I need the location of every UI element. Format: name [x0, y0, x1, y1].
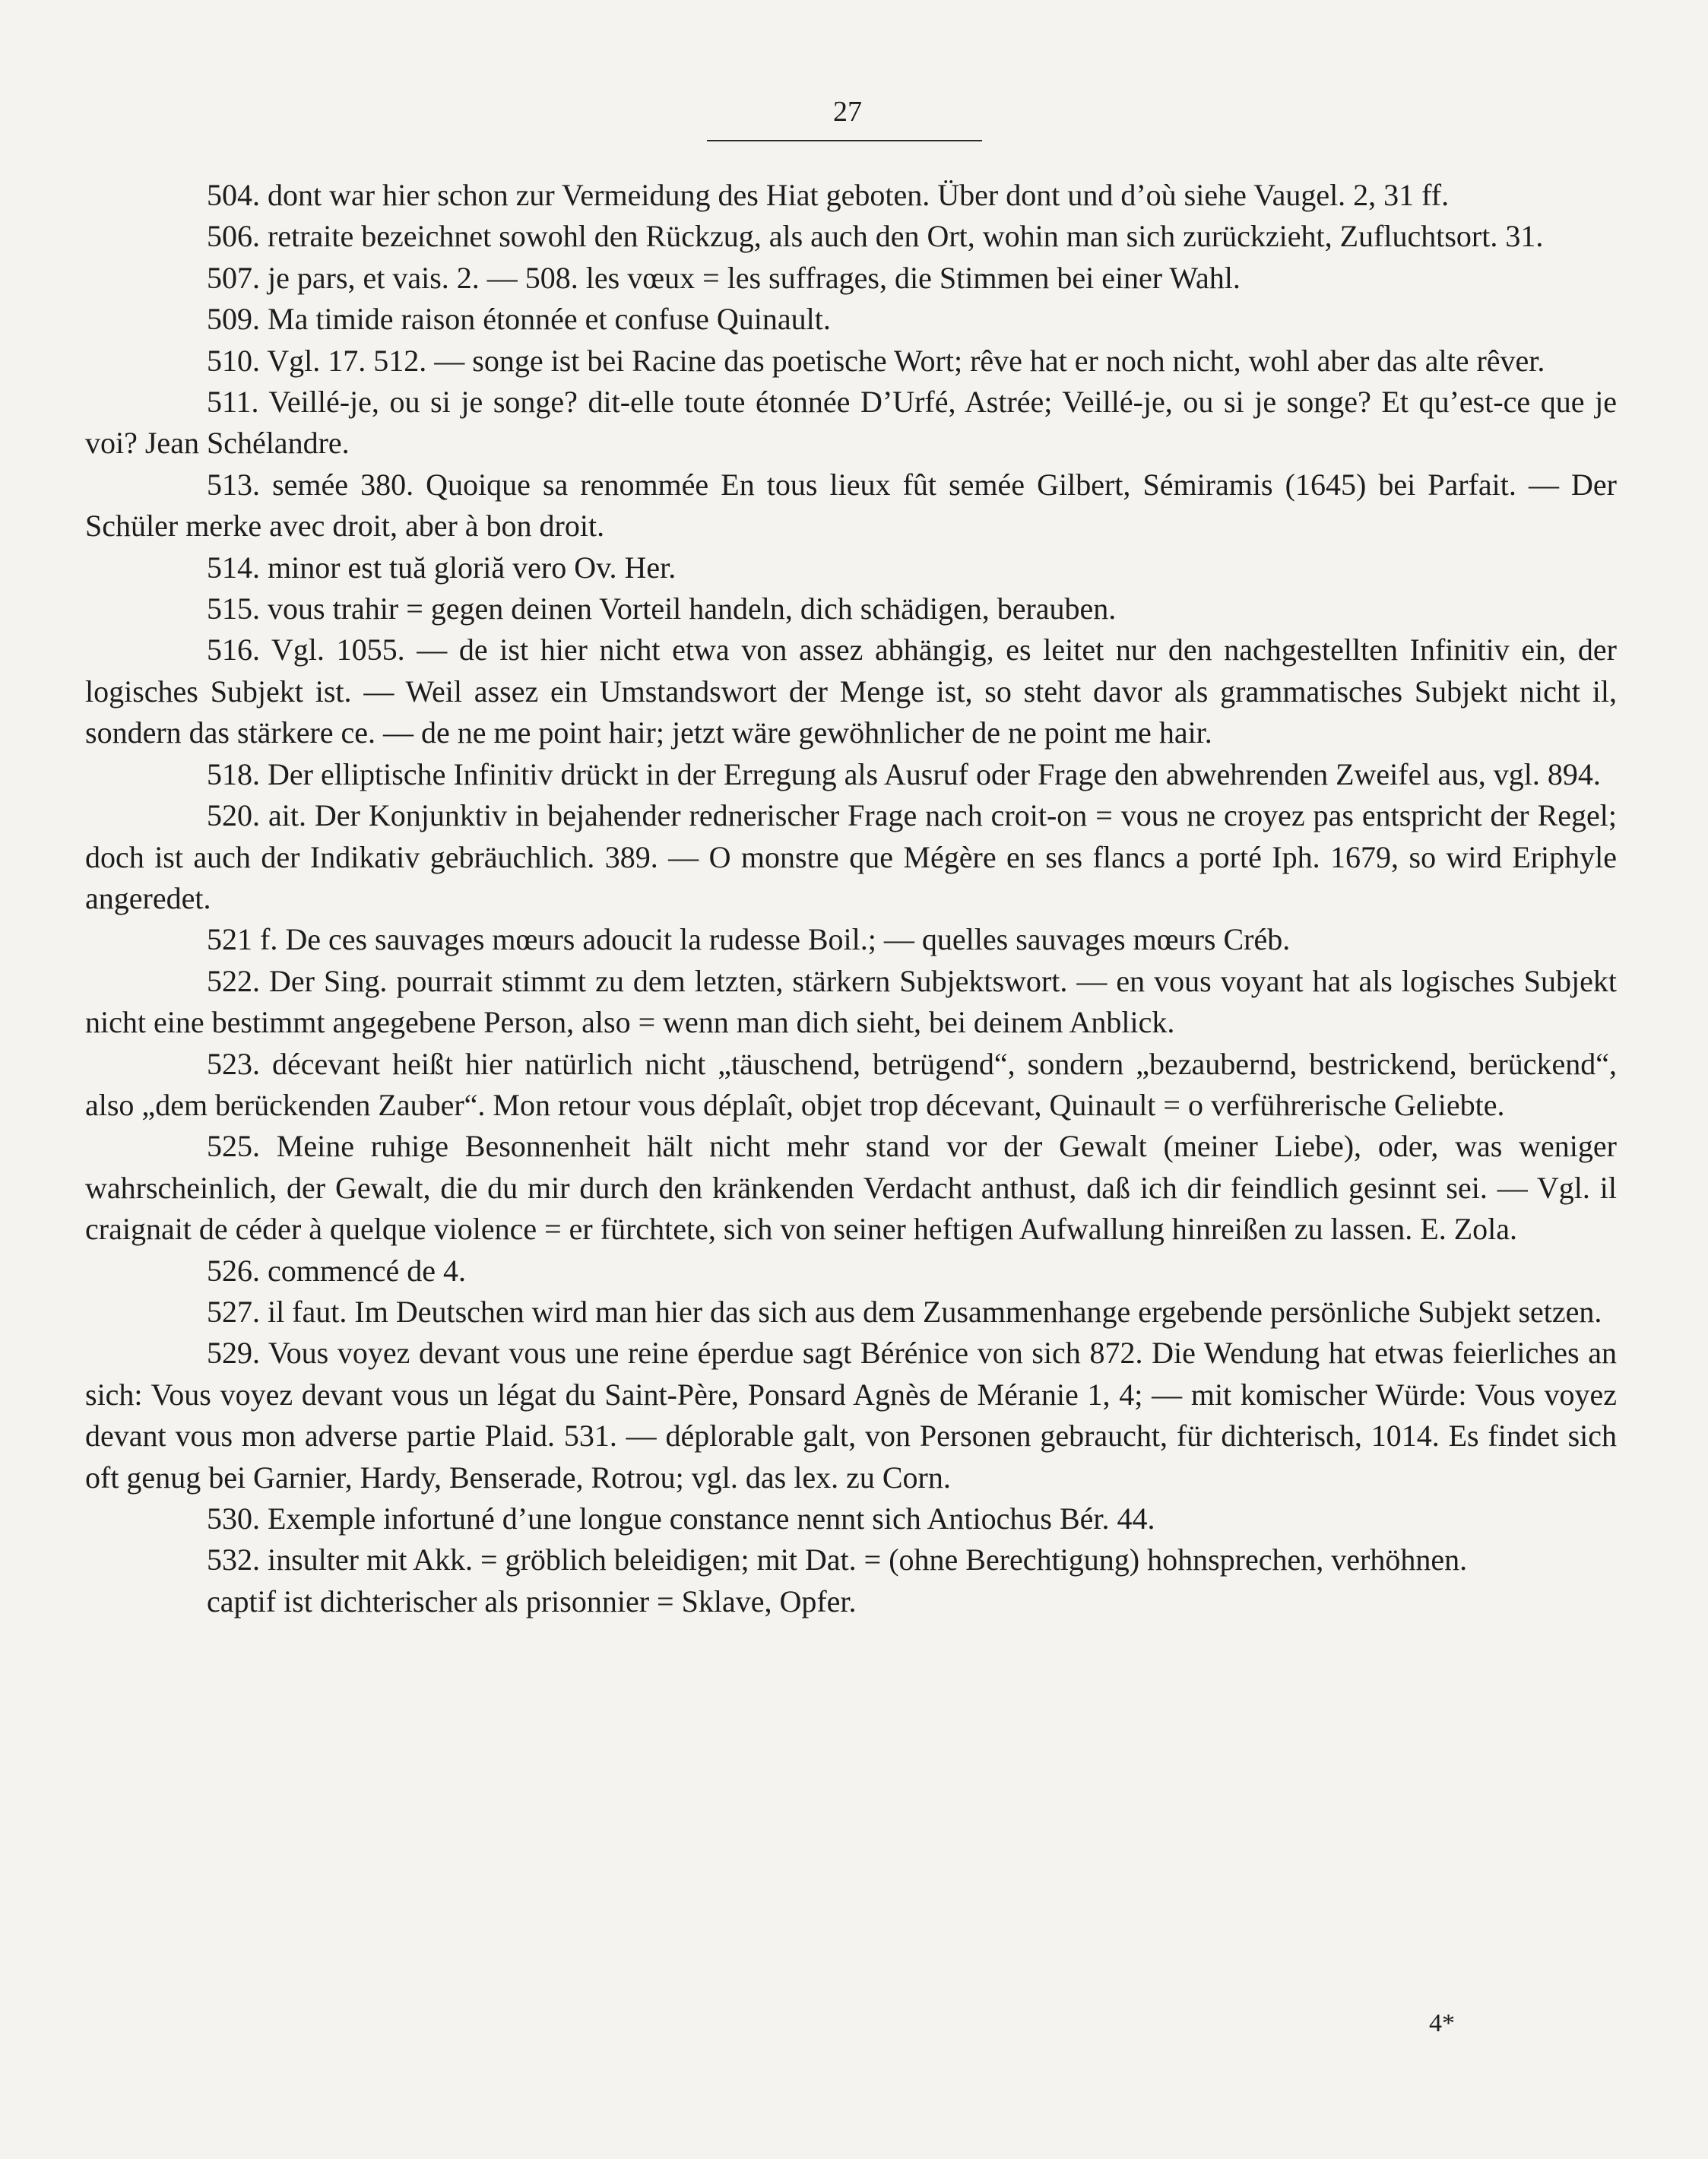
note-530: 530. Exemple infortuné d’une longue constance nennt sich Antiochus Bér. 44.: [207, 1501, 1155, 1536]
note-509: 509. Ma timide raison étonnée et confuse Quinault.: [207, 302, 831, 337]
note-507: 507. je pars, et vais. 2. — 508. les vœux = les suffrages, die Stimmen bei einer Wahl.: [207, 260, 1241, 295]
note-518: 518. Der elliptische Infinitiv drückt in der Erregung als Ausruf oder Frage den abwehrenden Zweifel aus, vgl. 894.: [207, 756, 1601, 791]
note-526: 526. commencé de 4.: [207, 1253, 466, 1288]
signature-mark: 4*: [1429, 2009, 1455, 2037]
note-504: 504. dont war hier schon zur Vermeidung des Hiat geboten. Über dont und d’où siehe Vaugel. 2, 31 ff.: [207, 178, 1450, 212]
header-rule: [707, 140, 982, 141]
note-510: 510. Vgl. 17. 512. — songe ist bei Racine das poetische Wort; rêve hat er noch nicht, wohl aber das alte rêver.: [207, 343, 1545, 378]
note-523: 523. décevant heißt hier natürlich nicht „täuschend, betrügend“, sondern „bezaubernd, bestrickend, berückend“, also „dem berückenden Zauber“. Mon retour vous déplaît, objet trop décevant, Quinault = o verführerische Geliebte.: [85, 1046, 1617, 1122]
note-521: 521 f. De ces sauvages mœurs adoucit la rudesse Boil.; — quelles sauvages mœurs Créb.: [207, 922, 1291, 957]
note-525: 525. Meine ruhige Besonnenheit hält nicht mehr stand vor der Gewalt (meiner Liebe), oder, was weniger wahrscheinlich, der Gewalt, die du mir durch den kränkenden Verdacht anthust, daß ich dir feindlich gesinnt sei. — Vgl. il craignait de céder à quelque violence = er fürchtete, sich von seiner heftigen Aufwallung hinreißen zu lassen. E. Zola.: [85, 1129, 1617, 1247]
note-520: 520. ait. Der Konjunktiv in bejahender rednerischer Frage nach croit-on = vous ne croyez pas entspricht der Regel; doch ist auch der Indikativ gebräuchlich. 389. — O monstre que Mégère en ses flancs a porté Iph. 1679, so wird Eriphyle angeredet.: [85, 798, 1617, 915]
commentary-text: [85, 175, 1617, 1622]
note-529: 529. Vous voyez devant vous une reine éperdue sagt Bérénice von sich 872. Die Wendung hat etwas feierliches an sich: Vous voyez devant vous un légat du Saint-Père, Ponsard Agnès de Méranie 1, 4; — mit komischer Würde: Vous voyez devant vous mon adverse partie Plaid. 531. — déplorable galt, von Personen gebraucht, für dichterisch, 1014. Es findet sich oft genug bei Garnier, Hardy, Benserade, Rotrou; vgl. das lex. zu Corn.: [85, 1336, 1617, 1495]
note-506: 506. retraite bezeichnet sowohl den Rückzug, als auch den Ort, wohin man sich zurückzieht, Zufluchtsort. 31.: [207, 219, 1544, 254]
note-515: 515. vous trahir = gegen deinen Vorteil handeln, dich schädigen, berauben.: [207, 591, 1117, 626]
note-522: 522. Der Sing. pourrait stimmt zu dem letzten, stärkern Subjektswort. — en vous voyant hat als logisches Subjekt nicht eine bestimmt angegebene Person, also = wenn man dich sieht, bei deinem Anblick.: [85, 963, 1617, 1040]
note-516: 516. Vgl. 1055. — de ist hier nicht etwa von assez abhängig, es leitet nur den nachgestellten Infinitiv ein, der logisches Subjekt ist. — Weil assez ein Umstandswort der Menge ist, so steht davor als grammatisches Subjekt nicht il, sondern das stärkere ce. — de ne me point hair; jetzt wäre gewöhnlicher de ne point me hair.: [85, 632, 1617, 750]
note-511: 511. Veillé-je, ou si je songe? dit-elle toute étonnée D’Urfé, Astrée; Veillé-je, ou si je songe? Et qu’est-ce que je voi? Jean Schélandre.: [85, 385, 1617, 461]
note-532: 532. insulter mit Akk. = gröblich beleidigen; mit Dat. = (ohne Berechtigung) hohnsprechen, verhöhnen.: [207, 1542, 1468, 1577]
note-513: 513. semée 380. Quoique sa renommée En tous lieux fût semée Gilbert, Sémiramis (1645) bei Parfait. — Der Schüler merke avec droit, aber à bon droit.: [85, 467, 1617, 544]
note-532-continued: captif ist dichterischer als prisonnier = Sklave, Opfer.: [207, 1584, 857, 1618]
page-number: 27: [833, 96, 862, 128]
note-527: 527. il faut. Im Deutschen wird man hier das sich aus dem Zusammenhange ergebende persönliche Subjekt setzen.: [207, 1294, 1602, 1329]
note-514: 514. minor est tuă gloriă vero Ov. Her.: [207, 550, 677, 585]
